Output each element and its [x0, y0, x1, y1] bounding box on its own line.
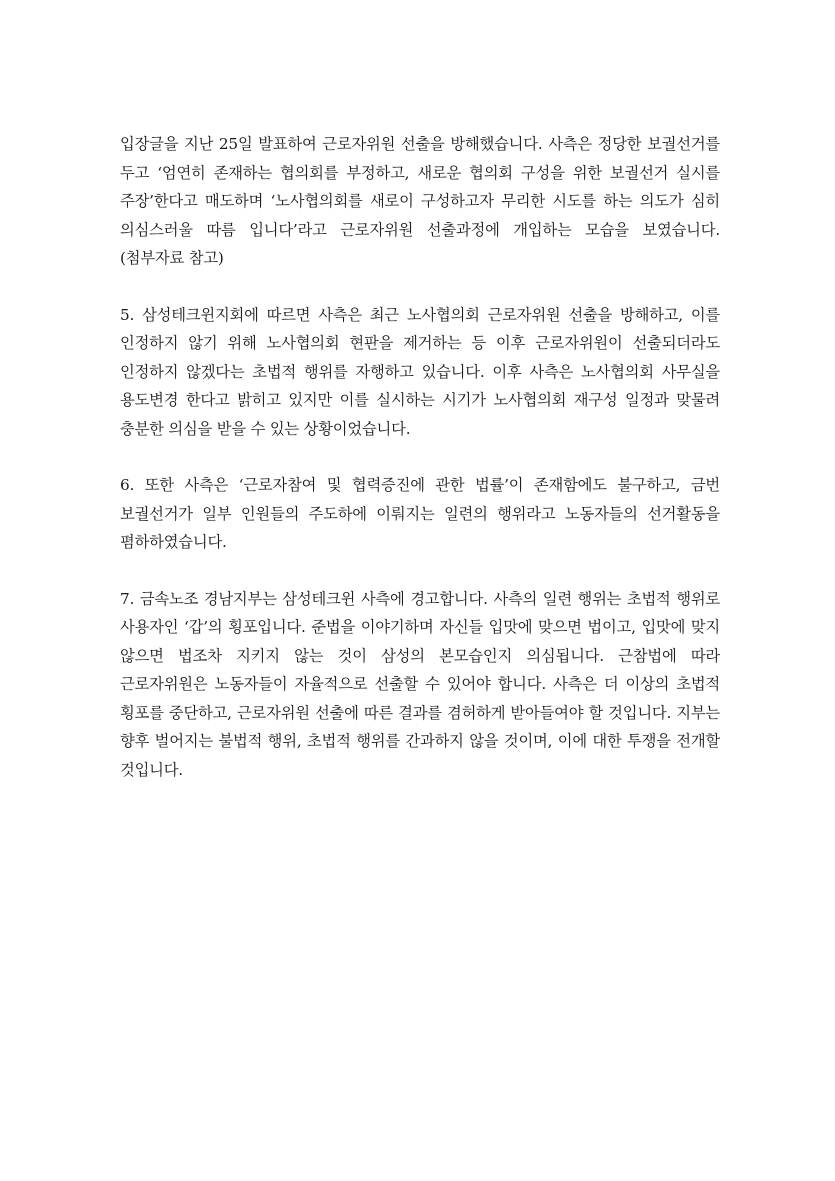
paragraph-6: 6. 또한 사측은 ‘근로자참여 및 협력증진에 관한 법률’이 존재함에도 불구하고, 금번 보궐선거가 일부 인원들의 주도하에 이뤄지는 일련의 행위라고 노동자들의 선거활동을 폄하하였습니다. — [120, 476, 720, 551]
paragraph-5: 5. 삼성테크윈지회에 따르면 사측은 최근 노사협의회 근로자위원 선출을 방해하고, 이를 인정하지 않기 위해 노사협의회 현판을 제거하는 등 이후 근로자위원이 선출되더라도 인정하지 않겠다는 초법적 행위를 자행하고 있습니다. 이후 사측은 노사협의회 사무실을 용도변경 한다고 밝히고 있지만 이를 실시하는 시기가 노사협의회 재구성 일정과 맞물려 충분한 의심을 받을 수 있는 상황이었습니다. — [120, 305, 720, 438]
paragraph-intro: 입장글을 지난 25일 발표하여 근로자위원 선출을 방해했습니다. 사측은 정당한 보궐선거를 두고 ‘엄연히 존재하는 협의회를 부정하고, 새로운 협의회 구성을 위한 보궐선거 실시를 주장’한다고 매도하며 ‘노사협의회를 새로이 구성하고자 무리한 시도를 하는 의도가 심히 의심스러울 따름 입니다’라고 근로자위원 선출과정에 개입하는 모습을 보였습니다.(첨부자료 참고) — [120, 135, 720, 267]
document-body — [120, 130, 720, 784]
paragraph-7: 7. 금속노조 경남지부는 삼성테크윈 사측에 경고합니다. 사측의 일련 행위는 초법적 행위로 사용자인 ‘갑’의 횡포입니다. 준법을 이야기하며 자신들 입맛에 맞으면 법이고, 입맛에 맞지 않으면 법조차 지키지 않는 것이 삼성의 본모습인지 의심됩니다. 근참법에 따라 근로자위원은 노동자들이 자율적으로 선출할 수 있어야 합니다. 사측은 더 이상의 초법적 횡포를 중단하고, 근로자위원 선출에 따른 결과를 겸허하게 받아들여야 할 것입니다. 지부는 향후 벌어지는 불법적 행위, 초법적 행위를 간과하지 않을 것이며, 이에 대한 투쟁을 전개할 것입니다. — [120, 589, 720, 779]
